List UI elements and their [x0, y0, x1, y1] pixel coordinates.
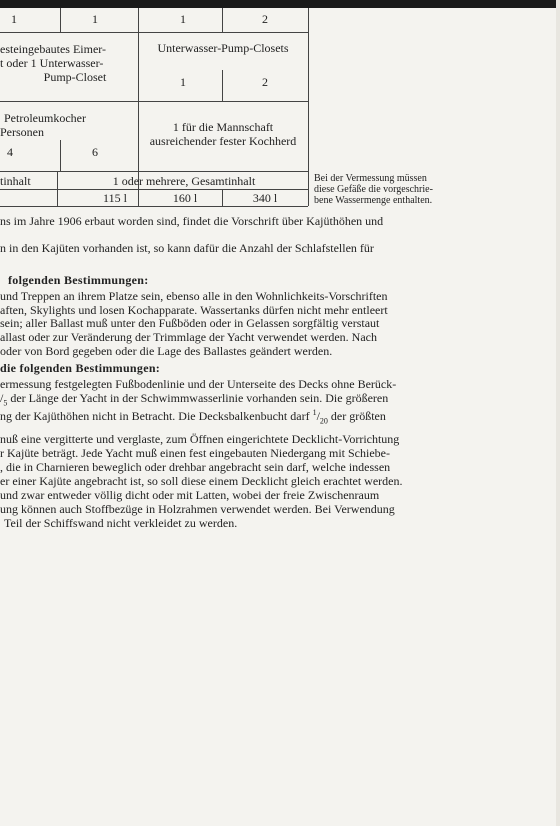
table-rule: [60, 140, 61, 172]
table-cell: Petroleumkocher: [4, 111, 86, 125]
page-edge: [556, 0, 560, 826]
table-rule: [0, 32, 308, 33]
table-cell: Personen: [0, 125, 44, 139]
body-text: , die in Charnieren beweglich oder drehbar angebracht sein darf, welche indessen: [0, 460, 391, 474]
body-text: nuß eine vergitterte und verglaste, zum Öffnen eingerichtete Decklicht-Vorrichtung: [0, 432, 400, 446]
body-text: allast oder zur Veränderung der Trimmlage der Yacht verwendet werden. Nach: [0, 330, 377, 344]
table-cell: ausreichender fester Kochherd: [149, 134, 297, 148]
body-text: und Treppen an ihrem Platze sein, ebenso alle in den Wohnlichkeits-Vorschriften: [0, 289, 388, 303]
table-cell: 1 oder mehrere, Gesamtinhalt: [112, 174, 256, 188]
table-rule: [0, 189, 308, 190]
section-heading: die folgenden Bestimmungen:: [0, 361, 161, 375]
table-rule: [308, 8, 309, 206]
table-cell: Pump-Closet: [43, 70, 107, 84]
table-cell: 1: [92, 12, 98, 26]
table-rule: [0, 171, 308, 172]
table-rule: [222, 8, 223, 32]
body-text: aften, Skylights und losen Kochapparate. Wassertanks dürfen nicht mehr entleert: [0, 303, 388, 317]
table-note: bene Wassermenge enthalten.: [314, 195, 433, 206]
table-cell: 340 l: [252, 191, 278, 205]
body-text: ermessung festgelegten Fußbodenlinie und der Unterseite des Decks ohne Berück-: [0, 377, 397, 391]
table-cell: 4: [7, 145, 13, 159]
table-cell: 160 l: [172, 191, 198, 205]
body-text: n in den Kajüten vorhanden ist, so kann dafür die Anzahl der Schlafstellen für: [0, 241, 374, 255]
table-cell: 115 l: [103, 191, 127, 205]
table-cell: 1: [11, 12, 17, 26]
body-text: oder von Bord gegeben oder die Lage des Ballastes geändert werden.: [0, 344, 333, 358]
table-rule: [222, 70, 223, 102]
table-cell: 1: [180, 75, 186, 89]
body-text: ung können auch Stoffbezüge in Holzrahmen verwendet werden. Bei Verwendung: [0, 502, 395, 516]
table-note: diese Gefäße die vorgeschrie-: [314, 184, 433, 195]
table-cell: 2: [262, 75, 268, 89]
table-cell: 6: [92, 145, 98, 159]
table-cell: tinhalt: [0, 174, 31, 188]
table-cell: 2: [262, 12, 268, 26]
table-rule: [0, 101, 308, 102]
body-text: ns im Jahre 1906 erbaut worden sind, findet die Vorschrift über Kajüthöhen und: [0, 214, 384, 228]
body-text: Teil der Schiffswand nicht verkleidet zu werden.: [4, 516, 238, 530]
body-text: und zwar entweder völlig dicht oder mit Latten, wobei der freie Zwischenraum: [0, 488, 380, 502]
body-text: $/_5$ der Länge der Yacht in der Schwimmwasserlinie vorhanden sein. Die größeren: [0, 391, 389, 408]
body-text: r Kajüte beträgt. Jede Yacht muß einen fest eingebauten Niedergang mit Schiebe-: [0, 446, 390, 460]
table-cell: Unterwasser-Pump-Closets: [157, 41, 289, 55]
table-cell: 1 für die Mannschaft: [172, 120, 274, 134]
table-rule: [0, 206, 308, 207]
top-black-edge: [0, 0, 560, 8]
table-rule: [60, 8, 61, 32]
table-note: Bei der Vermessung müssen: [314, 173, 427, 184]
body-text: ng der Kajüthöhen nicht in Betracht. Die Decksbalkenbucht darf $^1/_{20}$ der größten: [0, 408, 386, 426]
body-text: er einer Kajüte angebracht ist, so soll diese einem Decklicht gleich erachtet werden.: [0, 474, 403, 488]
table-rule: [222, 190, 223, 206]
table-cell: t oder 1 Unterwasser-: [0, 56, 104, 70]
table-cell: esteingebautes Eimer-: [0, 42, 107, 56]
table-cell: 1: [180, 12, 186, 26]
table-rule: [57, 172, 58, 206]
body-text: sein; aller Ballast muß unter den Fußböden oder in Gelassen sorgfältig verstaut: [0, 316, 380, 330]
section-heading: folgenden Bestimmungen:: [8, 273, 149, 287]
